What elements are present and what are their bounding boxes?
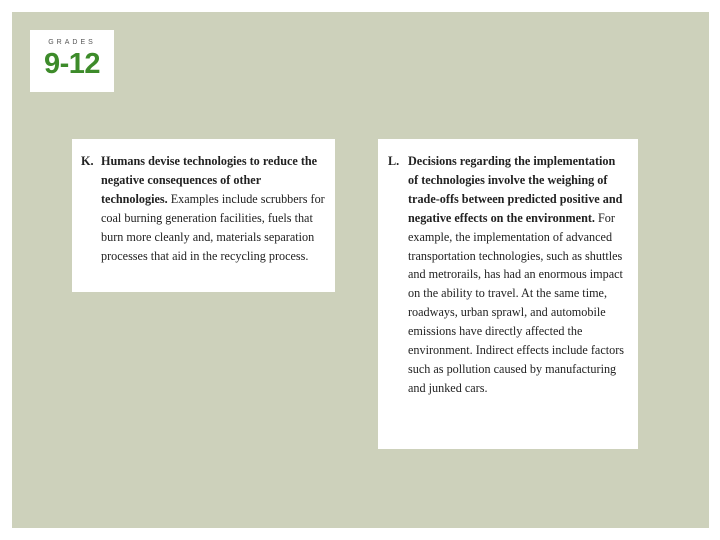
standard-letter: L. [388, 154, 400, 168]
standard-letter: K. [81, 154, 94, 168]
grade-label: GRADES [48, 39, 96, 46]
slide-background [12, 12, 709, 528]
standard-heading: Humans devise technologies to reduce the negative consequences of other technologies. [101, 154, 318, 206]
standard-card-l [378, 139, 638, 449]
standard-item [388, 152, 628, 398]
grade-range: 9-12 [43, 48, 101, 80]
standard-heading: Decisions regarding the implementation of technologies involve the weighing of trade-offs between predicted positive and negative effects on the environment. [408, 154, 623, 225]
standard-item [81, 152, 325, 265]
grade-badge [30, 30, 114, 92]
standard-text [101, 152, 325, 265]
standard-card-k [72, 139, 335, 292]
standard-body: Examples include scrubbers for coal burning generation facilities, fuels that burn more cleanly and, materials separation processes that aid in the recycling process. [101, 191, 325, 263]
standard-text [408, 152, 628, 398]
standard-body: For example, the implementation of advanced transportation technologies, such as shuttles and metrorails, has had an enormous impact on the ability to travel. At the same time, roadways, urban sprawl, and automobile emissions have directly affected the environment. Indirect effects include factors such as pollution caused by manufacturing and junked cars. [408, 210, 625, 395]
